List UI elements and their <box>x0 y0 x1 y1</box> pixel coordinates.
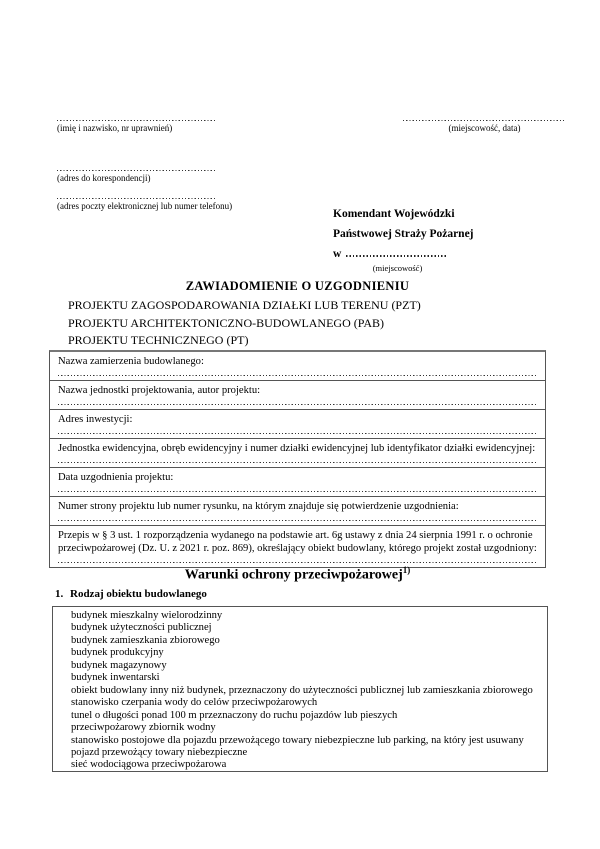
section-heading <box>49 565 546 584</box>
addressee-place-fill-line[interactable] <box>346 255 447 257</box>
place-date-block <box>403 119 566 134</box>
sender-address-block <box>57 169 216 184</box>
option-item[interactable]: budynek mieszkalny wielorodzinny <box>71 610 223 621</box>
form-row-label: Numer strony projektu lub numer rysunku, na którym znajduje się potwierdzenie uzgodnienia: <box>58 501 459 512</box>
sender-address-fill-line[interactable] <box>57 169 216 171</box>
addressee-line-1: Komendant Wojewódzki <box>333 208 455 220</box>
option-item[interactable]: stanowisko czerpania wody do celów przeciwpożarowych <box>71 697 318 709</box>
sender-name-fill-line[interactable] <box>57 119 216 121</box>
addressee-block <box>333 204 474 273</box>
form-row-label: Jednostka ewidencyjna, obręb ewidencyjny i numer działki ewidencyjnej lub identyfikator działki ewidencyjnej: <box>58 443 536 454</box>
option-item[interactable]: budynek zamieszkania zbiorowego <box>71 634 220 646</box>
option-item[interactable]: budynek produkcyjny <box>71 647 164 659</box>
addressee-prefix: w <box>333 248 342 260</box>
fill-line[interactable] <box>58 490 537 492</box>
section-heading-text: Warunki ochrony przeciwpożarowej <box>184 567 403 583</box>
item-1-heading <box>55 588 207 600</box>
footnote-marker: 1) <box>402 565 411 575</box>
fill-line[interactable] <box>58 461 537 463</box>
addressee-place-line <box>333 244 474 264</box>
form-row-label: Adres inwestycji: <box>58 414 133 425</box>
option-item[interactable]: tunel o długości ponad 100 m przeznaczony do ruchu pojazdów lub pieszych <box>71 709 398 721</box>
form-row-label: Przepis w § 3 ust. 1 rozporządzenia wydanego na podstawie art. 6g ustawy z dnia 24 sierpnia 1991 r. o ochronie przeciwpożarowej (Dz. U. z 2021 r. poz. 869), określający obiekt budowlany, którego projekt został uzgodniony: <box>58 530 537 554</box>
item-title: Rodzaj obiektu budowlanego <box>70 588 207 600</box>
form-row-page-number <box>50 496 545 525</box>
sender-contact-block <box>57 197 233 212</box>
addressee-place-label: (miejscowość) <box>372 263 423 273</box>
option-item[interactable]: budynek magazynowy <box>71 659 167 671</box>
form-row-label: Nazwa zamierzenia budowlanego: <box>58 356 204 367</box>
fill-line[interactable] <box>58 403 537 405</box>
subtitle-line-pzt: PROJEKTU ZAGOSPODAROWANIA DZIAŁKI LUB TERENU (PZT) <box>68 298 421 312</box>
place-date-fill-line[interactable] <box>403 119 566 121</box>
sender-contact-label: (adres poczty elektronicznej lub numer telefonu) <box>57 201 233 211</box>
form-row-label: Data uzgodnienia projektu: <box>58 472 174 483</box>
sender-address-label: (adres do korespondencji) <box>57 173 151 183</box>
form-row-label: Nazwa jednostki projektowania, autor projektu: <box>58 385 261 396</box>
fill-line[interactable] <box>58 432 537 434</box>
place-date-label: (miejscowość, data) <box>448 123 521 133</box>
option-item[interactable]: przeciwpożarowy zbiornik wodny <box>71 722 216 734</box>
sender-contact-fill-line[interactable] <box>57 197 216 199</box>
addressee-line-2: Państwowej Straży Pożarnej <box>333 228 474 240</box>
building-type-options-box <box>52 606 548 772</box>
fill-line[interactable] <box>58 519 537 521</box>
form-row-investment-address <box>50 409 545 438</box>
subtitle-line-pt: PROJEKTU TECHNICZNEGO (PT) <box>68 333 249 348</box>
form-row-regulation <box>50 525 545 567</box>
subtitle-line-pab: PROJEKTU ARCHITEKTONICZNO-BUDOWLANEGO (PAB) <box>68 315 384 330</box>
fill-line[interactable] <box>58 374 537 376</box>
form-row-intention-name <box>50 352 545 380</box>
fill-line[interactable] <box>58 561 537 563</box>
form-row-cadastral-unit <box>50 438 545 467</box>
form-table <box>49 350 546 568</box>
form-row-agreement-date <box>50 467 545 496</box>
document-title: ZAWIADOMIENIE O UZGODNIENIU <box>185 279 410 293</box>
item-number: 1. <box>55 588 64 600</box>
sender-name-label: (imię i nazwisko, nr uprawnień) <box>57 123 173 133</box>
option-item[interactable]: sieć wodociągowa przeciwpożarowa <box>71 759 227 771</box>
sender-name-block <box>57 119 216 134</box>
subtitle-block <box>68 297 421 350</box>
option-item[interactable]: budynek inwentarski <box>71 672 160 684</box>
option-item[interactable]: stanowisko postojowe dla pojazdu przewożącego towary niebezpieczne lub parking, na który jest usuwany pojazd przewożący towary niebezpieczne <box>71 734 524 758</box>
form-row-design-unit <box>50 380 545 409</box>
option-item[interactable]: obiekt budowlany inny niż budynek, przeznaczony do użyteczności publicznej lub zamieszkania zbiorowego <box>71 684 533 696</box>
option-item[interactable]: budynek użyteczności publicznej <box>71 622 212 634</box>
